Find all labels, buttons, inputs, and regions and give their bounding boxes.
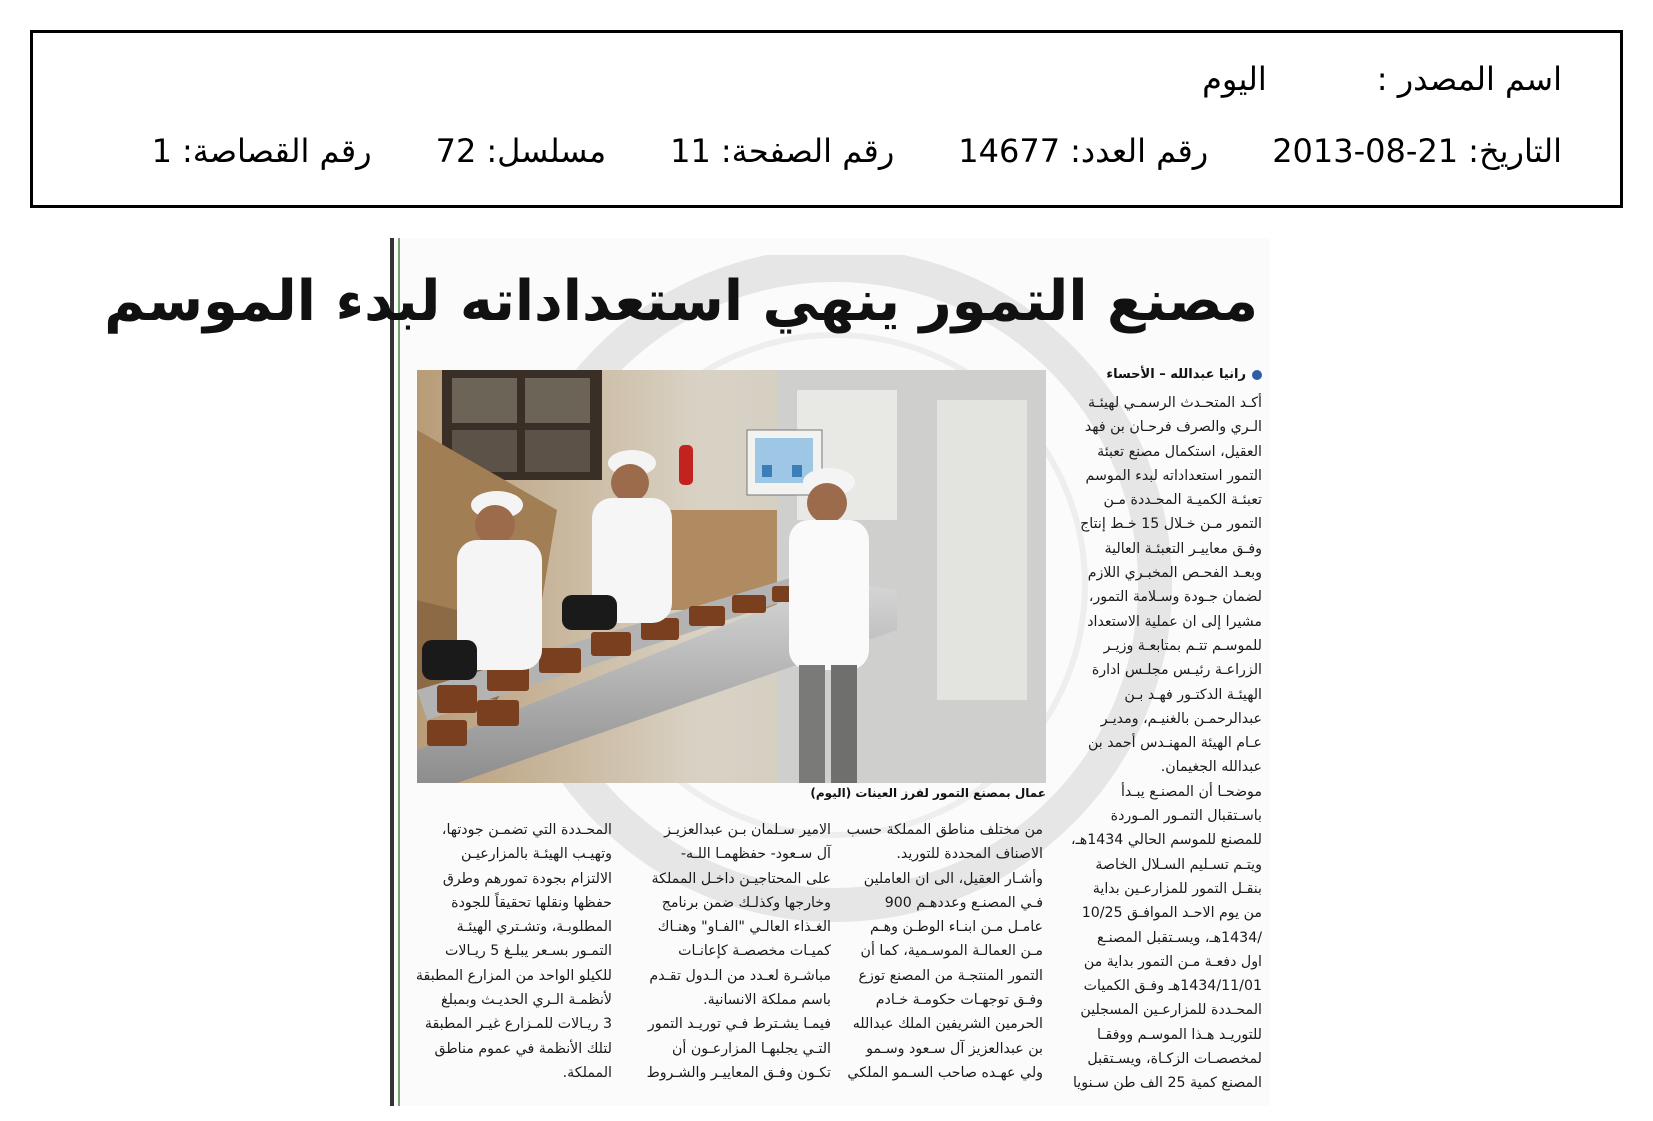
article-photo (417, 370, 1046, 783)
date-label: التاريخ: (1468, 132, 1562, 170)
article-text-line: الهيئـة الدكتـور فهـد بـن (1124, 686, 1262, 703)
article-text-line: وخارجها وكذلـك ضمن برنامج (661, 894, 831, 911)
issue-value: 14677 (958, 132, 1061, 170)
article-text-line: لأنظمـة الـري الحديـث وبمبلغ (441, 992, 612, 1009)
article-text-line: آل سـعود- حفظهمـا اللـه- (680, 846, 831, 863)
date-value: 2013-08-21 (1272, 132, 1459, 170)
article-text-line: المطلوبـة، وتشـتري الهيئـة (456, 919, 612, 936)
byline-bullet-icon (1252, 370, 1262, 380)
article-text-line: فـي المصنـع وعددهـم 900 (884, 894, 1043, 911)
article-text-line: الغـذاء العالـي "الفـاو" وهنـاك (657, 919, 831, 936)
article-text-line: بن عبدالعزيز آل سـعود وسـمو (866, 1040, 1043, 1057)
article-text-line: مـن العمالـة الموسـمية، كما أن (860, 943, 1043, 960)
article-text-line: لتلك الأنظمة في عموم مناطق (434, 1040, 612, 1057)
serial-value: 72 (435, 132, 477, 170)
serial-label: مسلسل: (486, 132, 607, 170)
article-text-line: بنقـل التمور للمزارعـين بداية (1092, 880, 1262, 897)
date-field (1272, 132, 1562, 170)
article-text-line: لمخصصـات الزكـاة، ويسـتقبل (1087, 1051, 1262, 1068)
clipping-side-rule (398, 238, 400, 1106)
clip-number-value: 1 (151, 132, 172, 170)
clip-number-field (152, 132, 372, 170)
serial-field (436, 132, 607, 170)
article-text-line: للتوريـد هـذا الموسـم ووفقـا (1096, 1026, 1262, 1043)
article-text-line: ولي عهـده صاحب السـمو الملكي (847, 1064, 1043, 1081)
article-column-2 (846, 818, 1043, 1085)
article-text-line: الامير سـلمان بـن عبدالعزيـز (664, 822, 831, 838)
issue-field (958, 132, 1208, 170)
article-text-line: ويتـم تسـليم السـلال الخاصة (1095, 856, 1262, 873)
article-text-line: عـام الهيئة المهنـدس أحمد بن (1087, 735, 1262, 752)
article-byline (1062, 367, 1262, 387)
article-text-line: وفـق معاييـر التعبئـة العالية (1104, 540, 1262, 557)
article-text-line: مشيرا إلى ان عملية الاستعداد (1087, 613, 1262, 630)
article-text-line: من يوم الاحـد الموافـق 10/25 (1081, 905, 1262, 922)
article-text-line: تعبئـة الكميـة المحـددة مـن (1103, 492, 1262, 509)
page-field (670, 132, 894, 170)
article-headline: مصنع التمور ينهي استعداداته لبدء الموسم (104, 269, 1258, 334)
details-line (152, 129, 1562, 173)
clipping-edge-rule (390, 238, 394, 1106)
article-text-line: عبدالله الجغيمان. (1160, 759, 1262, 776)
article-text-line: التمور المنتجـة من المصنع توزع (858, 967, 1043, 984)
article-text-line: الحرمين الشريفين الملك عبدالله (852, 1016, 1043, 1033)
article-text-line: وفـق توجهـات حكومـة خـادم (875, 992, 1043, 1009)
article-text-line: مباشـرة لعـدد من الـدول تقـدم (649, 967, 831, 984)
article-text-line: 3 ريـالات للمـزارع غيـر المطبقة (424, 1016, 612, 1033)
article-text-line: أكـد المتحـدث الرسمـي لهيئـة (1087, 395, 1262, 411)
article-text-line: حفظها ونقلها تحقيقاً للجودة (451, 894, 612, 911)
article-text-line: للموسـم تتـم بمتابعـة وزيـر (1103, 637, 1262, 654)
article-text-line: المصنع كمية 25 الف طن سـنويا (1072, 1075, 1262, 1092)
article-text-line: لضمان جـودة وسـلامة التمور، (1088, 589, 1262, 606)
clip-number-label: رقم القصاصة: (181, 132, 372, 170)
article-text-line: التمور مـن خـلال 15 خـط إنتاج (1080, 516, 1262, 533)
article-column-3 (636, 818, 831, 1085)
article-text-line: التـي يجلبهـا المزارعـون أن (672, 1040, 831, 1057)
article-text-line: عامـل مـن ابنـاء الوطـن وهـم (870, 919, 1043, 936)
article-text-line: المحـددة التي تضمـن جودتها، (441, 822, 612, 838)
article-text-line: الزراعـة رئيـس مجلـس ادارة (1091, 662, 1262, 679)
source-field (1202, 60, 1562, 98)
source-metadata-box (30, 30, 1623, 208)
article-text-line: وبعـد الفحـص المخبـري اللازم (1087, 565, 1262, 582)
article-text-line: فيمـا يشـترط فـي توريـد التمور (647, 1016, 831, 1033)
article-text-line: باسم مملكة الانسانية. (703, 992, 831, 1009)
article-text-line: التمـور بسـعر يبلـغ 5 ريـالات (445, 943, 612, 960)
article-text-line: وأشـار العقيل، الى ان العاملين (863, 870, 1043, 887)
article-text-line: اول دفعـة مـن التمور بداية من (1083, 953, 1262, 970)
article-text-line: /1434هـ، ويسـتقبل المصنـع (1097, 929, 1262, 946)
article-text-line: للكيلو الواحد من المزارع المطبقة (415, 967, 612, 984)
page-value: 11 (670, 132, 711, 170)
source-value: اليوم (1202, 60, 1267, 98)
article-text-line: على المحتاجيـن داخـل المملكة (651, 870, 831, 887)
byline-text: رانيا عبدالله – الأحساء (1106, 367, 1246, 382)
article-text-line: المملكة. (562, 1064, 612, 1081)
issue-label: رقم العدد: (1070, 132, 1209, 170)
factory-workers-photo (417, 370, 1046, 783)
article-column-1 (1062, 391, 1262, 1096)
article-text-line: الـري والصرف فرحـان بن فهد (1084, 419, 1262, 436)
article-text-line: المحـددة للمزارعـين المسجلين (1080, 1002, 1262, 1019)
article-column-4 (412, 818, 612, 1085)
article-text-line: كميـات مخصصـة كإعانـات (678, 943, 831, 960)
source-line (1202, 57, 1562, 101)
article-text-line: من مختلف مناطق المملكة حسب (846, 822, 1043, 838)
article-text-line: موضحـا أن المصنـع يبـدأ (1120, 783, 1262, 800)
article-text-line: للمصنع للموسم الحالي 1434هـ، (1071, 832, 1262, 849)
article-text-line: العقيل، استكمال مصنع تعبئة (1097, 443, 1262, 460)
article-text-line: باسـتقبال التمـور المـوردة (1110, 808, 1262, 825)
article-text-line: الالتزام بجودة تمورهم وطرق (442, 870, 612, 887)
article-text-line: التمور استعداداته لبدء الموسم (1085, 467, 1262, 484)
article-text-line: عبدالرحمـن بالغنيـم، ومديـر (1100, 710, 1262, 727)
article-text-line: تكـون وفـق المعاييـر والشـروط (646, 1064, 831, 1081)
article-text-line: الاصناف المحددة للتوريد. (896, 846, 1043, 863)
page-label: رقم الصفحة: (720, 132, 895, 170)
article-text-line: وتهيـب الهيئـة بالمزارعيـن (461, 846, 612, 863)
source-label: اسم المصدر : (1376, 60, 1562, 98)
article-text-line: 1434/11/01هـ وفـق الكميات (1083, 978, 1262, 995)
photo-caption: عمال بمصنع التمور لفرز العينات (اليوم) (810, 786, 1046, 800)
